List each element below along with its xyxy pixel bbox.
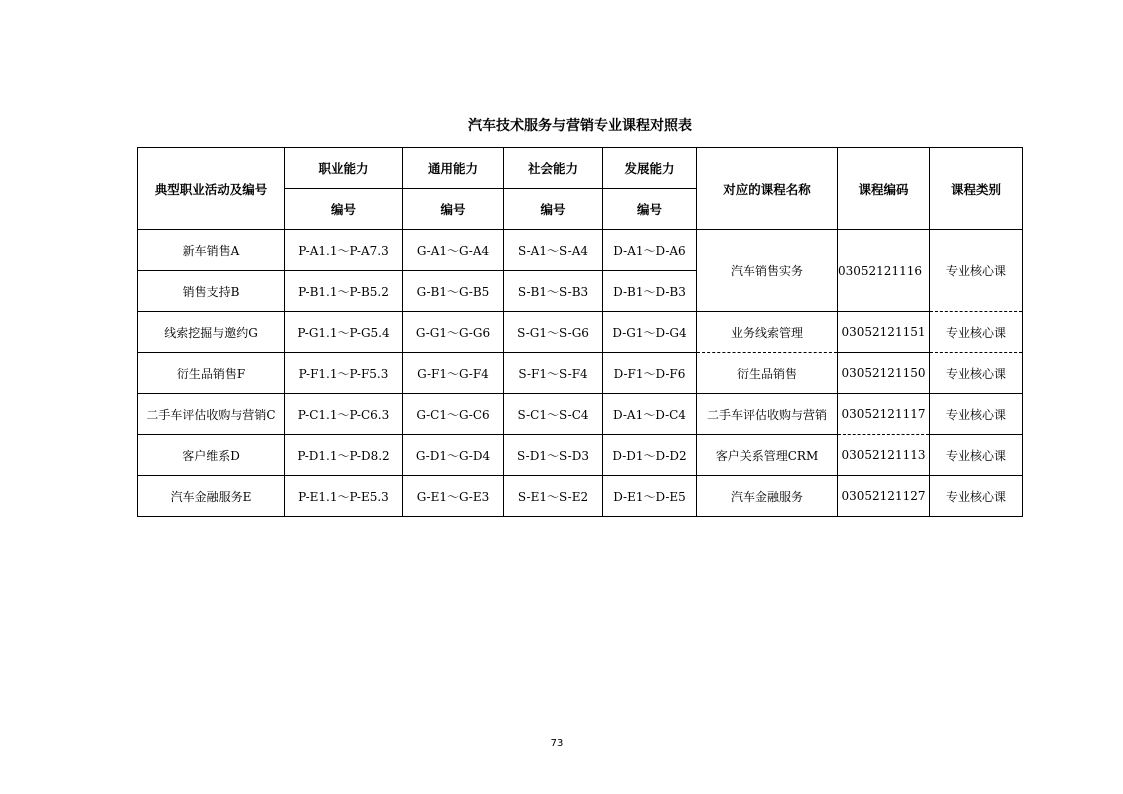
table-row — [138, 435, 1023, 476]
course-name-cell: 二手车评估收购与营销 — [697, 394, 838, 435]
activity-cell: 销售支持B — [138, 271, 285, 312]
development-cell: D-F1～D-F6 — [603, 353, 697, 394]
activity-cell: 新车销售A — [138, 230, 285, 271]
course-code-cell: 03052121150 — [838, 353, 930, 394]
activity-cell: 汽车金融服务E — [138, 476, 285, 517]
table-row — [138, 230, 1023, 271]
document-title: 汽车技术服务与营销专业课程对照表 — [468, 118, 692, 134]
professional-cell: P-C1.1～P-C6.3 — [285, 394, 403, 435]
course-code-cell: 03052121151 — [838, 312, 930, 353]
header-code: 编号 — [603, 189, 697, 230]
general-cell: G-G1～G-G6 — [403, 312, 504, 353]
course-code-cell: 03052121117 — [838, 394, 930, 435]
course-name-cell: 汽车金融服务 — [697, 476, 838, 517]
course-type-cell: 专业核心课 — [930, 312, 1023, 353]
course-name-cell: 客户关系管理CRM — [697, 435, 838, 476]
table-row — [138, 394, 1023, 435]
page-number: 73 — [550, 738, 564, 749]
course-type-cell: 专业核心课 — [930, 230, 1023, 312]
header-code: 编号 — [403, 189, 504, 230]
general-cell: G-C1～G-C6 — [403, 394, 504, 435]
activity-cell: 二手车评估收购与营销C — [138, 394, 285, 435]
social-cell: S-A1～S-A4 — [504, 230, 603, 271]
development-cell: D-G1～D-G4 — [603, 312, 697, 353]
course-name-cell: 衍生品销售 — [697, 353, 838, 394]
course-type-cell: 专业核心课 — [930, 394, 1023, 435]
general-cell: G-D1～G-D4 — [403, 435, 504, 476]
professional-cell: P-E1.1～P-E5.3 — [285, 476, 403, 517]
header-general: 通用能力 — [403, 148, 504, 189]
development-cell: D-E1～D-E5 — [603, 476, 697, 517]
course-type-cell: 专业核心课 — [930, 435, 1023, 476]
table-row — [138, 353, 1023, 394]
development-cell: D-D1～D-D2 — [603, 435, 697, 476]
course-code-cell: 03052121127 — [838, 476, 930, 517]
social-cell: S-F1～S-F4 — [504, 353, 603, 394]
header-code: 编号 — [285, 189, 403, 230]
header-course-code: 课程编码 — [838, 148, 930, 230]
general-cell: G-E1～G-E3 — [403, 476, 504, 517]
professional-cell: P-B1.1～P-B5.2 — [285, 271, 403, 312]
course-code-cell: 03052121116 — [838, 230, 930, 312]
general-cell: G-A1～G-A4 — [403, 230, 504, 271]
course-code-cell: 03052121113 — [838, 435, 930, 476]
header-course-name: 对应的课程名称 — [697, 148, 838, 230]
table-row — [138, 312, 1023, 353]
professional-cell: P-F1.1～P-F5.3 — [285, 353, 403, 394]
general-cell: G-B1～G-B5 — [403, 271, 504, 312]
course-name-cell: 业务线索管理 — [697, 312, 838, 353]
header-social: 社会能力 — [504, 148, 603, 189]
header-course-type: 课程类别 — [930, 148, 1023, 230]
development-cell: D-A1～D-C4 — [603, 394, 697, 435]
activity-cell: 线索挖掘与邀约G — [138, 312, 285, 353]
header-development: 发展能力 — [603, 148, 697, 189]
course-type-cell: 专业核心课 — [930, 353, 1023, 394]
development-cell: D-B1～D-B3 — [603, 271, 697, 312]
social-cell: S-B1～S-B3 — [504, 271, 603, 312]
professional-cell: P-G1.1～P-G5.4 — [285, 312, 403, 353]
development-cell: D-A1～D-A6 — [603, 230, 697, 271]
activity-cell: 衍生品销售F — [138, 353, 285, 394]
header-activity: 典型职业活动及编号 — [138, 148, 285, 230]
professional-cell: P-D1.1～P-D8.2 — [285, 435, 403, 476]
general-cell: G-F1～G-F4 — [403, 353, 504, 394]
social-cell: S-C1～S-C4 — [504, 394, 603, 435]
header-code: 编号 — [504, 189, 603, 230]
activity-cell: 客户维系D — [138, 435, 285, 476]
table-row — [138, 476, 1023, 517]
header-row-1 — [138, 148, 1023, 189]
course-type-cell: 专业核心课 — [930, 476, 1023, 517]
course-mapping-table — [137, 147, 1023, 517]
social-cell: S-G1～S-G6 — [504, 312, 603, 353]
social-cell: S-D1～S-D3 — [504, 435, 603, 476]
professional-cell: P-A1.1～P-A7.3 — [285, 230, 403, 271]
course-name-cell: 汽车销售实务 — [697, 230, 838, 312]
social-cell: S-E1～S-E2 — [504, 476, 603, 517]
header-professional: 职业能力 — [285, 148, 403, 189]
